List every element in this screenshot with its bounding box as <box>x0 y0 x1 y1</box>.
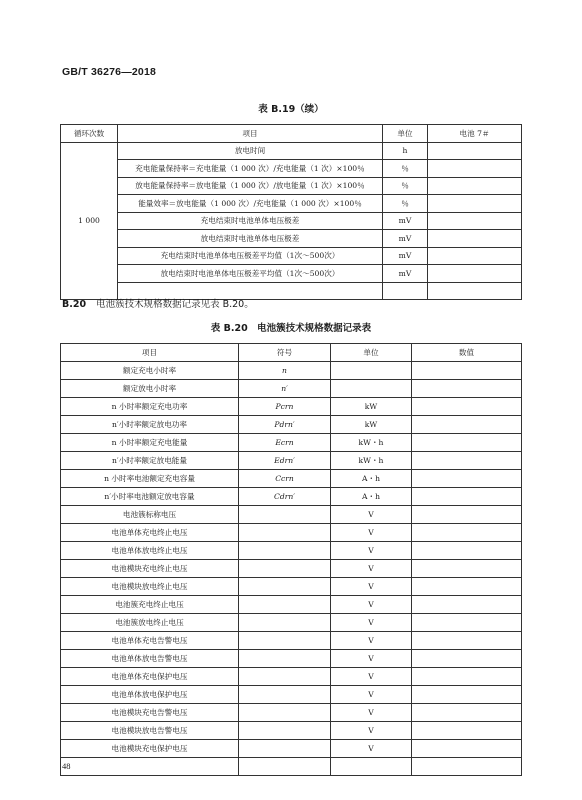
item-cell: 电池单体放电保护电压 <box>61 686 239 704</box>
item-cell: n 小时率电池额定充电容量 <box>61 470 239 488</box>
item-cell: 电池单体充电保护电压 <box>61 668 239 686</box>
unit-cell: V <box>331 704 412 722</box>
empty-cell <box>412 758 522 776</box>
table-row-empty <box>61 758 522 776</box>
table-row <box>61 142 522 160</box>
value-cell <box>412 416 522 434</box>
symbol-cell <box>239 650 331 668</box>
table-row <box>61 524 522 542</box>
table-row <box>61 398 522 416</box>
item-cell: 电池单体充电告警电压 <box>61 632 239 650</box>
item-cell: 电池模块放电告警电压 <box>61 722 239 740</box>
symbol-cell <box>239 578 331 596</box>
table-row <box>61 668 522 686</box>
value-cell <box>412 740 522 758</box>
value-cell <box>412 704 522 722</box>
value-cell <box>412 506 522 524</box>
col-header-value: 数值 <box>412 344 522 362</box>
section-b20-line <box>62 296 254 310</box>
symbol-cell <box>239 632 331 650</box>
unit-cell: V <box>331 542 412 560</box>
item-cell: 充电能量保持率＝充电能量（1 000 次）/充电能量（1 次）×100％ <box>118 160 383 178</box>
symbol-cell: Pdrn′ <box>239 416 331 434</box>
table-row <box>61 362 522 380</box>
unit-cell: ％ <box>383 177 428 195</box>
unit-cell: V <box>331 632 412 650</box>
unit-cell: A・h <box>331 488 412 506</box>
unit-cell: V <box>331 578 412 596</box>
symbol-cell <box>239 542 331 560</box>
symbol-cell: Edrn′ <box>239 452 331 470</box>
value-cell <box>412 650 522 668</box>
unit-cell: V <box>331 506 412 524</box>
unit-cell: mV <box>383 212 428 230</box>
table-header-row <box>61 125 522 143</box>
value-cell <box>428 265 522 283</box>
unit-cell <box>331 380 412 398</box>
table-row <box>61 542 522 560</box>
table-row <box>61 488 522 506</box>
symbol-cell <box>239 596 331 614</box>
symbol-cell: Ecrn <box>239 434 331 452</box>
item-cell: 放电结束时电池单体电压极差 <box>118 230 383 248</box>
symbol-cell: Pcrn <box>239 398 331 416</box>
table-row <box>61 434 522 452</box>
value-cell <box>428 177 522 195</box>
item-cell: 电池簇标称电压 <box>61 506 239 524</box>
table-b20 <box>60 343 522 776</box>
table-row <box>61 247 522 265</box>
value-cell <box>412 398 522 416</box>
table-row <box>61 212 522 230</box>
item-cell: 能量效率＝放电能量（1 000 次）/充电能量（1 000 次）×100％ <box>118 195 383 213</box>
value-cell <box>412 542 522 560</box>
table-row <box>61 686 522 704</box>
col-header-unit: 单位 <box>331 344 412 362</box>
col-header-item: 项目 <box>118 125 383 143</box>
table-row <box>61 416 522 434</box>
item-cell: 电池模块充电终止电压 <box>61 560 239 578</box>
value-cell <box>428 230 522 248</box>
symbol-cell: n′ <box>239 380 331 398</box>
value-cell <box>412 488 522 506</box>
unit-cell: mV <box>383 230 428 248</box>
table-row <box>61 380 522 398</box>
table-row <box>61 578 522 596</box>
item-cell: 电池模块放电终止电压 <box>61 578 239 596</box>
unit-cell: A・h <box>331 470 412 488</box>
table-b20-caption: 表 B.20 电池簇技术规格数据记录表 <box>210 323 372 334</box>
value-cell <box>428 247 522 265</box>
item-cell: 电池簇放电终止电压 <box>61 614 239 632</box>
symbol-cell <box>239 686 331 704</box>
unit-cell: kW・h <box>331 452 412 470</box>
table-row <box>61 452 522 470</box>
item-cell: 电池模块充电告警电压 <box>61 704 239 722</box>
item-cell: 电池单体放电终止电压 <box>61 542 239 560</box>
section-number: B.20 <box>62 299 87 310</box>
item-cell: 电池单体充电终止电压 <box>61 524 239 542</box>
col-header-battery: 电池 7＃ <box>428 125 522 143</box>
unit-cell: V <box>331 524 412 542</box>
item-cell: n′小时率电池额定放电容量 <box>61 488 239 506</box>
unit-cell: V <box>331 560 412 578</box>
unit-cell: V <box>331 614 412 632</box>
standard-number: GB/T 36276—2018 <box>62 66 157 78</box>
section-text: 电池簇技术规格数据记录见表 B.20。 <box>96 299 254 310</box>
symbol-cell <box>239 506 331 524</box>
table-row <box>61 160 522 178</box>
item-cell: 额定充电小时率 <box>61 362 239 380</box>
value-cell <box>412 470 522 488</box>
item-cell: 放电时间 <box>118 142 383 160</box>
table-b19 <box>60 124 522 300</box>
table-row <box>61 614 522 632</box>
page-number: 48 <box>62 761 71 771</box>
symbol-cell: Cdrn′ <box>239 488 331 506</box>
unit-cell: V <box>331 722 412 740</box>
cycle-count-cell: 1 000 <box>61 142 118 300</box>
col-header-symbol: 符号 <box>239 344 331 362</box>
item-cell: 电池簇充电终止电压 <box>61 596 239 614</box>
table-row <box>61 704 522 722</box>
table-header-row <box>61 344 522 362</box>
item-cell: 放电结束时电池单体电压极差平均值（1次～500次） <box>118 265 383 283</box>
empty-cell <box>239 758 331 776</box>
item-cell: 电池模块充电保护电压 <box>61 740 239 758</box>
item-cell: n′小时率额定放电功率 <box>61 416 239 434</box>
unit-cell: kW <box>331 416 412 434</box>
table-row <box>61 722 522 740</box>
value-cell <box>412 596 522 614</box>
table-row <box>61 596 522 614</box>
value-cell <box>412 560 522 578</box>
unit-cell <box>331 362 412 380</box>
unit-cell: kW <box>331 398 412 416</box>
symbol-cell <box>239 524 331 542</box>
symbol-cell <box>239 740 331 758</box>
value-cell <box>428 195 522 213</box>
unit-cell: h <box>383 142 428 160</box>
empty-cell <box>383 282 428 300</box>
symbol-cell <box>239 704 331 722</box>
value-cell <box>412 632 522 650</box>
table-row <box>61 230 522 248</box>
symbol-cell: n <box>239 362 331 380</box>
item-cell: 额定放电小时率 <box>61 380 239 398</box>
symbol-cell <box>239 614 331 632</box>
value-cell <box>428 160 522 178</box>
value-cell <box>412 614 522 632</box>
symbol-cell <box>239 722 331 740</box>
unit-cell: mV <box>383 247 428 265</box>
value-cell <box>412 434 522 452</box>
unit-cell: V <box>331 740 412 758</box>
unit-cell: ％ <box>383 160 428 178</box>
table-row <box>61 177 522 195</box>
empty-cell <box>61 758 239 776</box>
table-row <box>61 195 522 213</box>
col-header-cycle: 循环次数 <box>61 125 118 143</box>
col-header-unit: 单位 <box>383 125 428 143</box>
item-cell: n 小时率额定充电功率 <box>61 398 239 416</box>
unit-cell: ％ <box>383 195 428 213</box>
symbol-cell <box>239 560 331 578</box>
item-cell: 充电结束时电池单体电压极差 <box>118 212 383 230</box>
empty-cell <box>331 758 412 776</box>
item-cell: 电池单体放电告警电压 <box>61 650 239 668</box>
value-cell <box>412 686 522 704</box>
value-cell <box>412 722 522 740</box>
value-cell <box>412 524 522 542</box>
item-cell: n 小时率额定充电能量 <box>61 434 239 452</box>
col-header-item: 项目 <box>61 344 239 362</box>
value-cell <box>412 668 522 686</box>
table-b19-caption: 表 B.19（续） <box>258 104 324 115</box>
unit-cell: mV <box>383 265 428 283</box>
symbol-cell: Ccrn <box>239 470 331 488</box>
item-cell: 放电能量保持率＝放电能量（1 000 次）/放电能量（1 次）×100％ <box>118 177 383 195</box>
unit-cell: V <box>331 650 412 668</box>
value-cell <box>412 380 522 398</box>
value-cell <box>428 212 522 230</box>
symbol-cell <box>239 668 331 686</box>
value-cell <box>412 452 522 470</box>
table-row <box>61 470 522 488</box>
table-row <box>61 506 522 524</box>
table-row <box>61 632 522 650</box>
unit-cell: V <box>331 686 412 704</box>
value-cell <box>412 362 522 380</box>
table-row <box>61 265 522 283</box>
item-cell: 充电结束时电池单体电压极差平均值（1次～500次） <box>118 247 383 265</box>
empty-cell <box>428 282 522 300</box>
value-cell <box>428 142 522 160</box>
unit-cell: V <box>331 596 412 614</box>
unit-cell: kW・h <box>331 434 412 452</box>
table-row <box>61 560 522 578</box>
unit-cell: V <box>331 668 412 686</box>
value-cell <box>412 578 522 596</box>
table-row <box>61 650 522 668</box>
item-cell: n′小时率额定放电能量 <box>61 452 239 470</box>
table-row <box>61 740 522 758</box>
